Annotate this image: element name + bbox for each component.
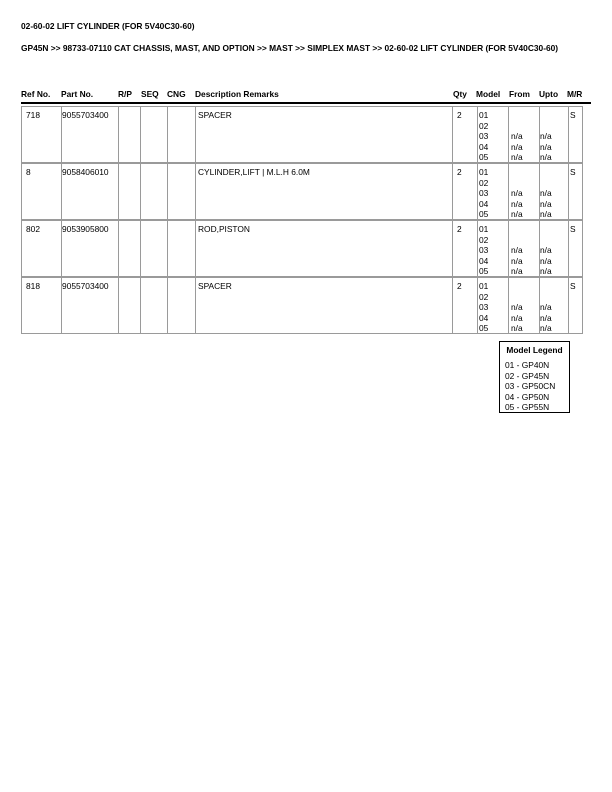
qty-cell: 2 xyxy=(457,281,462,291)
header-rp: R/P xyxy=(118,89,132,99)
model-code-cell: 05 xyxy=(479,323,489,333)
column-divider xyxy=(140,278,141,333)
from-cell: n/a xyxy=(511,255,523,266)
description-cell: ROD,PISTON xyxy=(198,224,250,234)
upto-cell: n/a xyxy=(540,188,552,198)
model-code-cell: 05 xyxy=(479,152,489,162)
upto-cell: n/a xyxy=(540,323,552,333)
header-upto: Upto xyxy=(539,89,559,99)
table-row xyxy=(21,163,583,220)
header-seq: SEQ xyxy=(141,89,159,99)
model-code-cell: 01 xyxy=(479,224,489,234)
ref-no-cell: 818 xyxy=(26,281,40,291)
column-divider xyxy=(195,278,196,333)
part-no-cell: 9055703400 xyxy=(62,281,109,291)
header-mr: M/R xyxy=(567,89,583,99)
part-no-cell: 9058406010 xyxy=(62,167,109,177)
upto-cell: n/a xyxy=(540,209,552,219)
header-description: Description Remarks xyxy=(195,89,279,99)
table-row xyxy=(21,277,583,334)
column-divider xyxy=(195,164,196,219)
column-divider xyxy=(195,221,196,276)
mr-cell: S xyxy=(570,224,576,234)
header-rule xyxy=(21,102,591,104)
model-code-cell: 01 xyxy=(479,167,489,177)
model-legend-title: Model Legend xyxy=(506,345,563,355)
column-divider xyxy=(118,278,119,333)
column-divider xyxy=(477,221,478,276)
model-legend-items xyxy=(505,360,564,413)
qty-cell: 2 xyxy=(457,110,462,120)
model-code-cell: 05 xyxy=(479,209,489,219)
column-divider xyxy=(118,164,119,219)
model-legend-item: 01 - GP40N xyxy=(505,360,550,370)
mr-cell: S xyxy=(570,110,576,120)
upto-cell: n/a xyxy=(540,131,552,141)
upto-cell: n/a xyxy=(540,266,552,276)
description-cell: SPACER xyxy=(198,110,232,120)
part-no-cell: 9055703400 xyxy=(62,110,109,120)
header-ref-no: Ref No. xyxy=(21,89,51,99)
from-cell: n/a xyxy=(511,245,523,255)
breadcrumb: GP45N >> 98733-07110 CAT CHASSIS, MAST, AND OPTION >> MAST >> SIMPLEX MAST >> 02-60-02 LIFT CYLINDER (FOR 5V40C30-60) xyxy=(21,43,559,53)
table-row xyxy=(21,220,583,277)
column-divider xyxy=(140,221,141,276)
column-divider xyxy=(167,221,168,276)
upto-cell: n/a xyxy=(540,302,552,312)
column-divider xyxy=(568,278,569,333)
column-divider xyxy=(452,221,453,276)
model-legend-item: 03 - GP50CN xyxy=(505,381,556,391)
model-code-cell: 03 xyxy=(479,188,489,198)
table-bottom-rule xyxy=(21,333,583,334)
from-cell: n/a xyxy=(511,141,523,152)
column-divider xyxy=(167,107,168,162)
column-divider xyxy=(568,221,569,276)
header-model: Model xyxy=(476,89,501,99)
column-divider xyxy=(167,164,168,219)
column-divider xyxy=(452,107,453,162)
model-legend-item: 02 - GP45N xyxy=(505,370,550,381)
upto-cell: n/a xyxy=(540,141,552,152)
description-cell: SPACER xyxy=(198,281,232,291)
column-divider xyxy=(477,107,478,162)
column-divider xyxy=(508,278,509,333)
header-cng: CNG xyxy=(167,89,186,99)
from-cell: n/a xyxy=(511,323,523,333)
page-title: 02-60-02 LIFT CYLINDER (FOR 5V40C30-60) xyxy=(21,21,195,31)
ref-no-cell: 718 xyxy=(26,110,40,120)
column-divider xyxy=(477,278,478,333)
from-cell: n/a xyxy=(511,131,523,141)
column-divider xyxy=(508,164,509,219)
column-divider xyxy=(568,164,569,219)
model-code-cell: 02 xyxy=(479,234,489,245)
model-code-cell: 02 xyxy=(479,177,489,188)
model-code-cell: 04 xyxy=(479,312,489,323)
ref-no-cell: 802 xyxy=(26,224,40,234)
from-cell: n/a xyxy=(511,312,523,323)
model-code-cell: 05 xyxy=(479,266,489,276)
from-cell: n/a xyxy=(511,198,523,209)
ref-no-cell: 8 xyxy=(26,167,31,177)
model-code-cell: 04 xyxy=(479,198,489,209)
model-legend-item: 04 - GP50N xyxy=(505,391,550,402)
upto-cell: n/a xyxy=(540,152,552,162)
column-divider xyxy=(508,221,509,276)
mr-cell: S xyxy=(570,281,576,291)
column-divider xyxy=(140,107,141,162)
column-divider xyxy=(452,164,453,219)
upto-cell: n/a xyxy=(540,312,552,323)
model-legend-item: 05 - GP55N xyxy=(505,402,550,412)
column-divider xyxy=(140,164,141,219)
part-no-cell: 9053905800 xyxy=(62,224,109,234)
qty-cell: 2 xyxy=(457,167,462,177)
model-legend xyxy=(499,341,570,413)
model-code-cell: 02 xyxy=(479,120,489,131)
from-cell: n/a xyxy=(511,152,523,162)
upto-cell: n/a xyxy=(540,245,552,255)
from-cell: n/a xyxy=(511,302,523,312)
model-code-cell: 03 xyxy=(479,302,489,312)
column-divider xyxy=(195,107,196,162)
upto-cell: n/a xyxy=(540,198,552,209)
model-code-cell: 01 xyxy=(479,110,489,120)
column-divider xyxy=(118,107,119,162)
model-code-cell: 04 xyxy=(479,141,489,152)
model-code-cell: 04 xyxy=(479,255,489,266)
header-from: From xyxy=(509,89,530,99)
model-code-cell: 03 xyxy=(479,245,489,255)
mr-cell: S xyxy=(570,167,576,177)
from-cell: n/a xyxy=(511,188,523,198)
header-qty: Qty xyxy=(453,89,467,99)
description-cell: CYLINDER,LIFT | M.L.H 6.0M xyxy=(198,167,310,177)
qty-cell: 2 xyxy=(457,224,462,234)
column-divider xyxy=(452,278,453,333)
column-divider xyxy=(477,164,478,219)
upto-cell: n/a xyxy=(540,255,552,266)
from-cell: n/a xyxy=(511,209,523,219)
column-divider xyxy=(167,278,168,333)
model-code-cell: 03 xyxy=(479,131,489,141)
column-divider xyxy=(508,107,509,162)
table-row xyxy=(21,106,583,163)
from-cell: n/a xyxy=(511,266,523,276)
header-part-no: Part No. xyxy=(61,89,94,99)
model-code-cell: 01 xyxy=(479,281,489,291)
column-divider xyxy=(118,221,119,276)
model-code-cell: 02 xyxy=(479,291,489,302)
column-divider xyxy=(568,107,569,162)
